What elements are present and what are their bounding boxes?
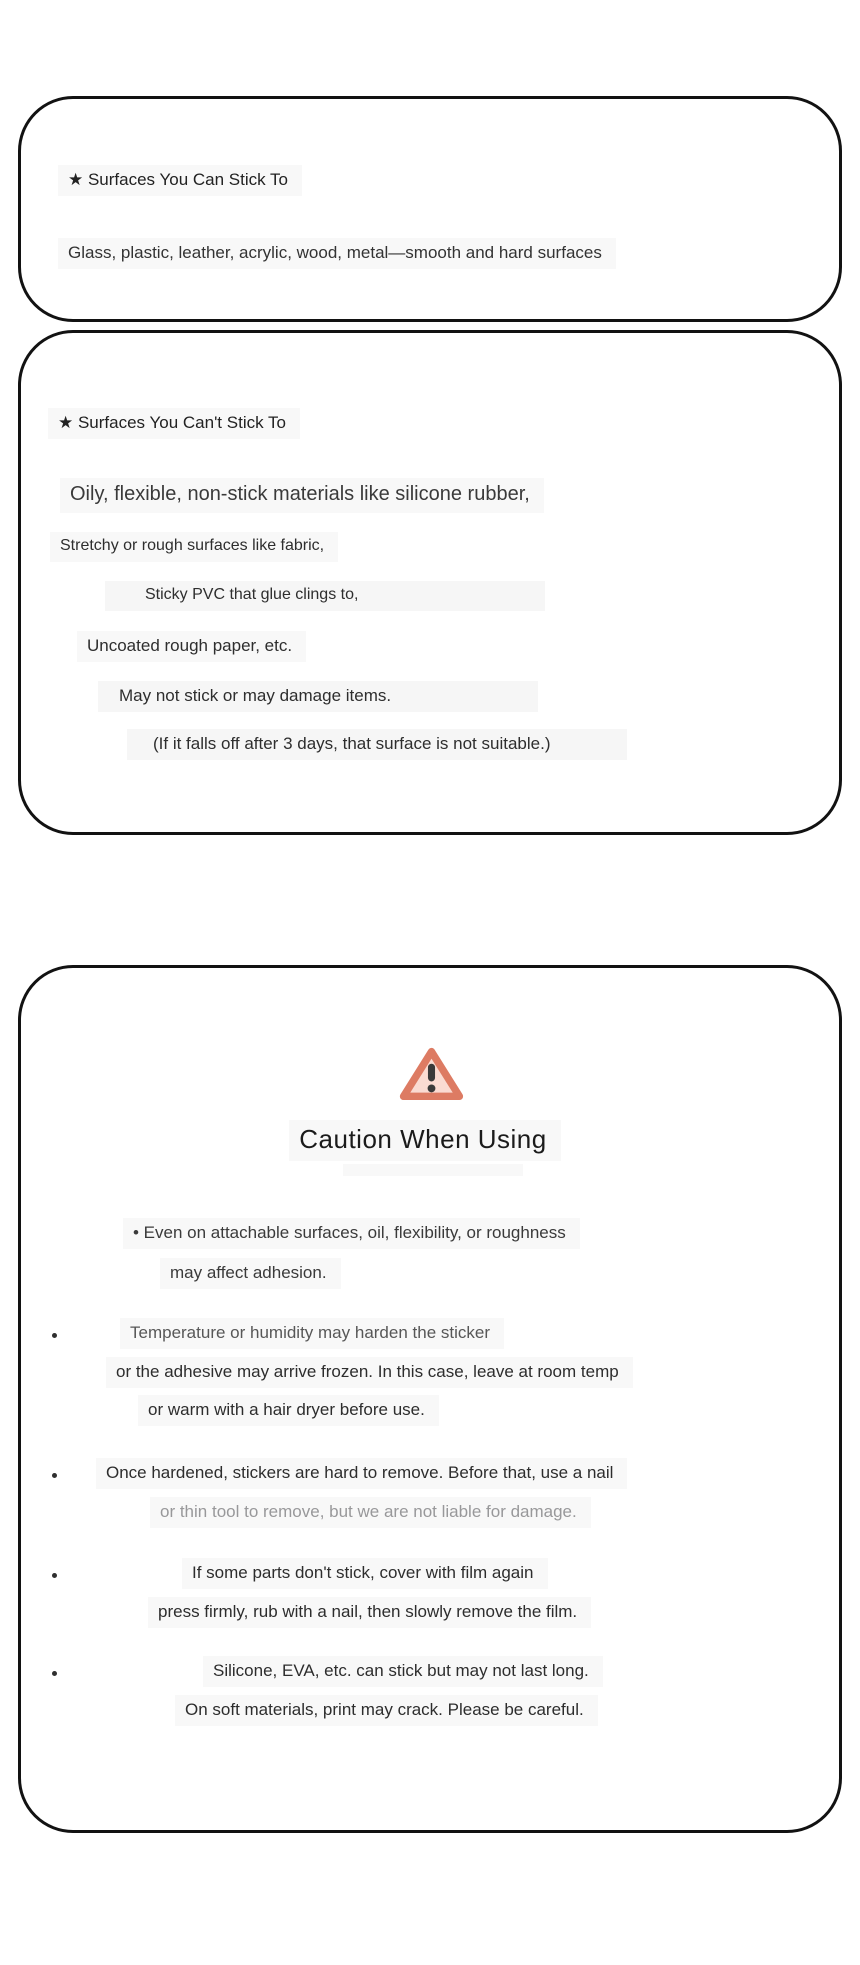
stickable-surfaces-box: [18, 96, 842, 322]
warning-exclamation-dot: [428, 1085, 436, 1093]
caution-bullet2-line1-text: Temperature or humidity may harden the sticker: [120, 1318, 504, 1349]
non-stickable-item-pvc-text: Sticky PVC that glue clings to,: [145, 586, 359, 603]
caution-bullet2-line3: [148, 1395, 439, 1426]
caution-bullet3-line2: [160, 1497, 591, 1528]
caution-bullet4-line2-text: press firmly, rub with a nail, then slowly remove the film.: [148, 1597, 591, 1628]
non-stickable-item-paper: [87, 631, 306, 662]
caution-bullet1-line2: [170, 1258, 341, 1289]
bullet-dot: [52, 1573, 57, 1578]
caution-bullet4-line1-text: If some parts don't stick, cover with film again: [182, 1558, 548, 1589]
caution-bullet2-line2-text: or the adhesive may arrive frozen. In this case, leave at room temp: [106, 1357, 633, 1388]
caution-bullet5-line2: [185, 1695, 598, 1726]
caution-bullet3-line2-text: or thin tool to remove, but we are not liable for damage.: [150, 1497, 591, 1528]
non-stickable-item-oily-text: Oily, flexible, non-stick materials like silicone rubber,: [60, 478, 544, 513]
caution-bullet3-line1: [106, 1458, 627, 1489]
caution-bullet4-line2: [158, 1597, 591, 1628]
caution-bullet1-line2-text: may affect adhesion.: [160, 1258, 341, 1289]
stickable-surfaces-title-text: ★ Surfaces You Can Stick To: [58, 165, 302, 196]
caution-bullet5-line1: [213, 1656, 603, 1687]
caution-bullet2-line3-text: or warm with a hair dryer before use.: [138, 1395, 439, 1426]
caution-bullet5-line1-text: Silicone, EVA, etc. can stick but may not last long.: [203, 1656, 603, 1687]
non-stickable-surfaces-title-text: ★ Surfaces You Can't Stick To: [48, 408, 300, 439]
bullet-dot: [52, 1473, 57, 1478]
caution-bullet1-line1-text: • Even on attachable surfaces, oil, flexibility, or roughness: [123, 1218, 580, 1249]
caution-box: [18, 965, 842, 1833]
caution-title-text: Caution When Using: [289, 1120, 560, 1161]
non-stickable-surfaces-title: [58, 408, 300, 439]
non-stickable-warning-text: May not stick or may damage items.: [119, 686, 392, 705]
non-stickable-item-pvc: [105, 581, 545, 611]
caution-bullet2-line2: [116, 1357, 633, 1388]
caution-bullet2-line1: [130, 1318, 504, 1349]
warning-triangle-icon: [398, 1045, 465, 1103]
non-stickable-item-stretchy-text: Stretchy or rough surfaces like fabric,: [50, 532, 338, 562]
stickable-surfaces-list: [68, 238, 616, 269]
warning-exclamation-bar: [428, 1064, 435, 1082]
non-stickable-warning: [98, 681, 538, 712]
caution-bullet1-line1: [133, 1218, 580, 1249]
non-stickable-surfaces-box: [18, 330, 842, 835]
non-stickable-note-text: (If it falls off after 3 days, that surface is not suitable.): [153, 734, 551, 753]
bullet-dot: [52, 1671, 57, 1676]
non-stickable-item-stretchy: [60, 532, 338, 562]
stickable-surfaces-list-text: Glass, plastic, leather, acrylic, wood, metal—smooth and hard surfaces: [58, 238, 616, 269]
caution-bullet4-line1: [192, 1558, 548, 1589]
non-stickable-note: [127, 729, 627, 760]
stickable-surfaces-title: [68, 165, 302, 196]
non-stickable-item-paper-text: Uncoated rough paper, etc.: [77, 631, 306, 662]
bullet-dot: [52, 1333, 57, 1338]
caution-bullet3-line1-text: Once hardened, stickers are hard to remove. Before that, use a nail: [96, 1458, 627, 1489]
non-stickable-item-oily: [70, 478, 544, 513]
caution-bullet5-line2-text: On soft materials, print may crack. Please be careful.: [175, 1695, 598, 1726]
caution-title-underlay: [343, 1164, 523, 1176]
caution-title: [21, 1120, 839, 1161]
